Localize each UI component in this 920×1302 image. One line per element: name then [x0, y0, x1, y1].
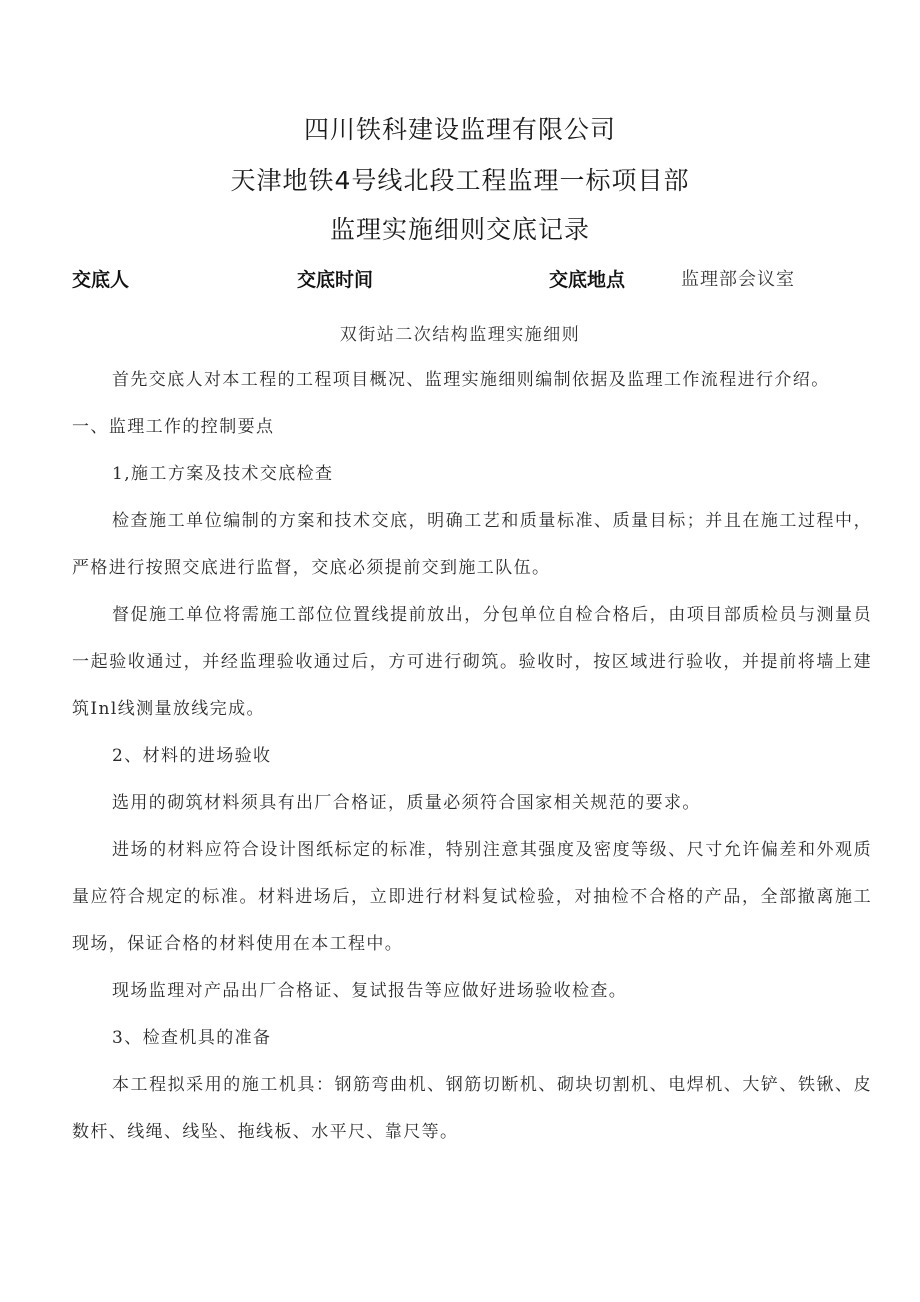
location-value: 监理部会议室: [681, 269, 795, 290]
paragraph: 检查施工单位编制的方案和技术交底，明确工艺和质量标准、质量目标；并且在施工过程中，严格进行按照交底进行监督，交底必须提前交到施工队伍。: [72, 511, 872, 578]
paragraph: 进场的材料应符合设计图纸标定的标准，特别注意其强度及密度等级、尺寸允许偏差和外观质量应符合规定的标准。材料进场后，立即进行材料复试检验，对抽检不合格的产品，全部撤离施工现场，保证合格的材料使用在本工程中。: [72, 840, 872, 954]
presenter-label: 交底人: [72, 269, 130, 291]
time-label: 交底时间: [297, 269, 374, 291]
paragraph: 选用的砌筑材料须具有出厂合格证，质量必须符合国家相关规范的要求。: [112, 793, 701, 813]
location-label: 交底地点: [549, 269, 626, 291]
paragraph: 首先交底人对本工程的工程项目概况、监理实施细则编制依据及监理工作流程进行介绍。: [112, 370, 830, 390]
paragraph: 本工程拟采用的施工机具：钢筋弯曲机、钢筋切断机、砌块切割机、电焊机、大铲、铁锹、皮数杆、线绳、线坠、拖线板、水平尺、靠尺等。: [72, 1075, 872, 1142]
document-title: 监理实施细则交底记录: [329, 215, 590, 244]
body-content: [72, 357, 872, 1156]
project-department: 天津地铁4号线北段工程监理一标项目部: [230, 166, 690, 195]
company-name: 四川铁科建设监理有限公司: [303, 115, 616, 144]
subsection-heading: 3、检查机具的准备: [112, 1028, 272, 1048]
subsection-heading: 1,施工方案及技术交底检查: [112, 464, 334, 484]
subsection-heading: 2、材料的进场验收: [112, 746, 272, 766]
paragraph: 现场监理对产品出厂合格证、复试报告等应做好进场验收检查。: [112, 981, 628, 1001]
paragraph: 督促施工单位将需施工部位位置线提前放出，分包单位自检合格后，由项目部质检员与测量员一起验收通过，并经监理验收通过后，方可进行砌筑。验收时，按区域进行验收，并提前将墙上建筑Inl线测量放线完成。: [72, 605, 872, 719]
section-heading: 一、监理工作的控制要点: [72, 417, 275, 437]
subject-title: 双街站二次结构监理实施细则: [339, 325, 581, 345]
